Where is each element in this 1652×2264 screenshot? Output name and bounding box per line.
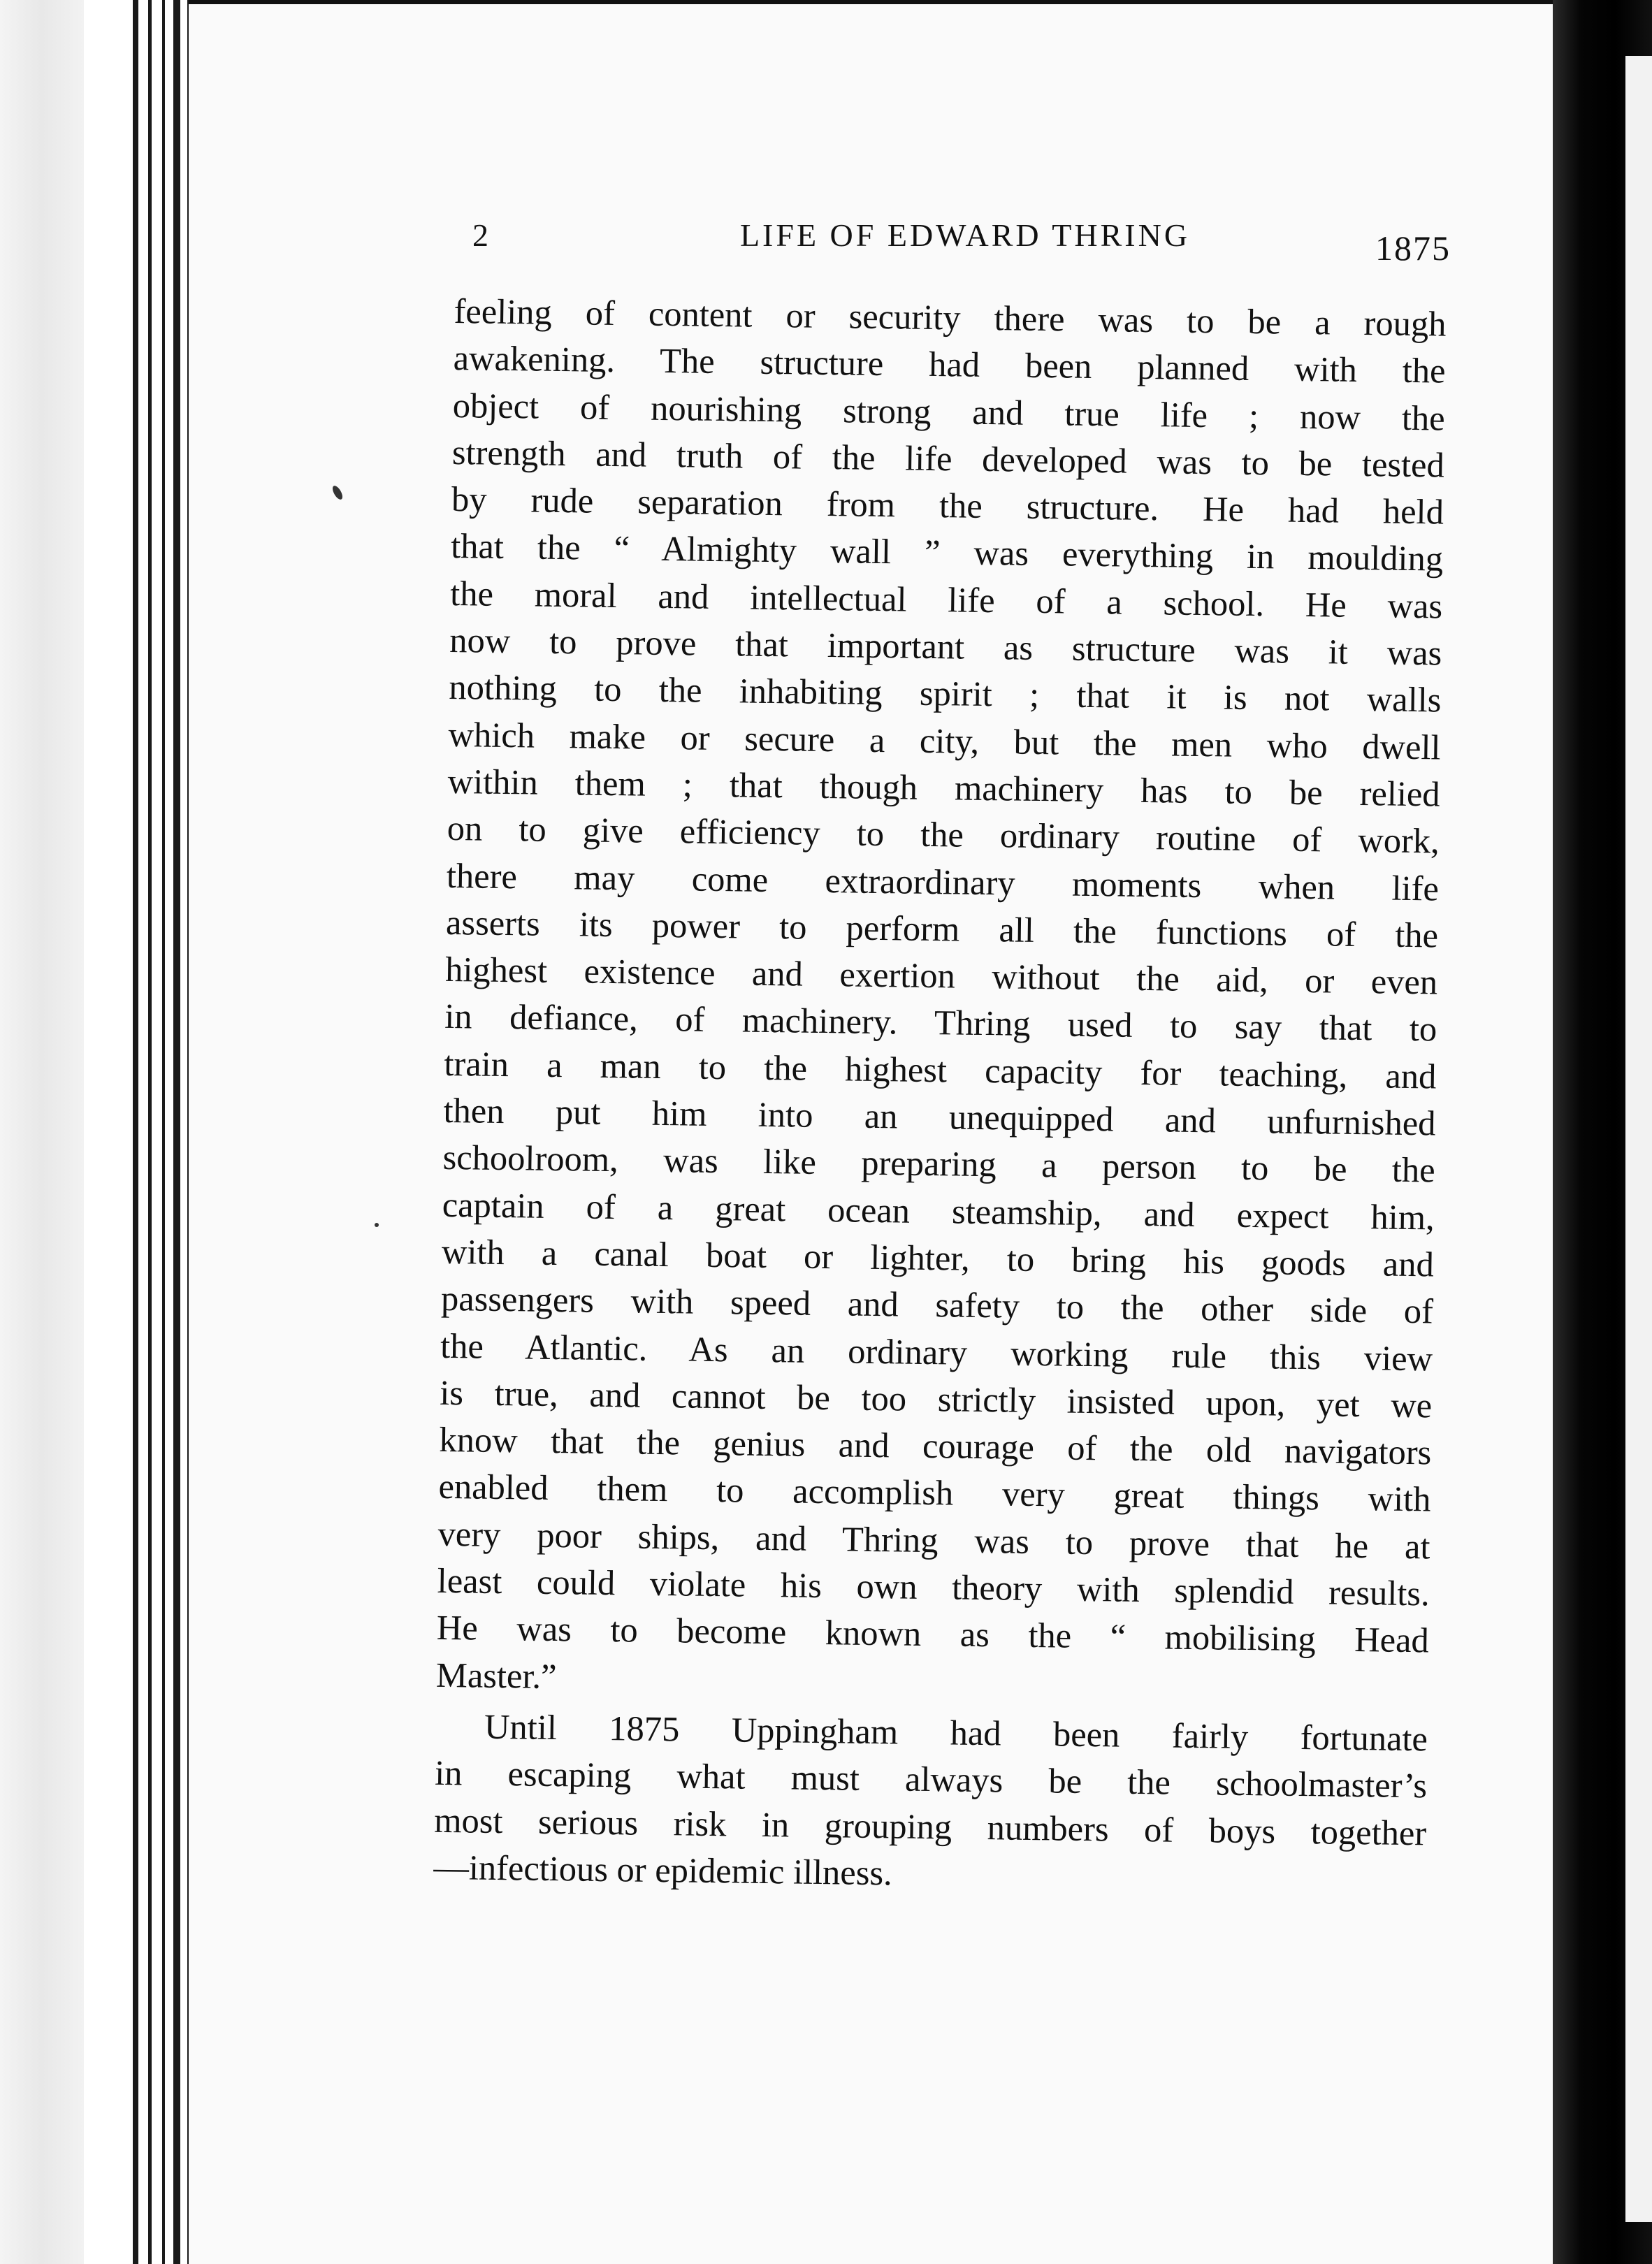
paragraph-1 [436,288,1447,1711]
text-line: the Atlantic. As an ordinary working rule this view [440,1326,1433,1378]
text-line: that the “ Almighty wall ” was everything in moulding [450,526,1444,579]
text-line: know that the genius and courage of the old navigators [439,1419,1432,1472]
running-year: 1875 [1375,228,1451,268]
text-line: train a man to the highest capacity for teaching, and [444,1043,1437,1096]
page-edge-line [133,0,138,2264]
text-line: He was to become known as the “ mobilising Head [436,1608,1430,1660]
text-line: now to prove that important as structure was it was [449,621,1442,673]
next-page-sliver [1625,56,1652,2222]
left-gutter [0,0,84,2264]
text-line: within them ; that though machinery has to be relied [447,761,1441,814]
page-edge-line [173,0,180,2264]
text-line: feeling of content or security there was to be a rough [454,291,1447,344]
text-line: asserts its power to perform all the functions of the [445,902,1439,955]
text-line: least could violate his own theory with splendid results. [437,1560,1430,1613]
text-line: Until 1875 Uppingham had been fairly fortunate [484,1706,1428,1759]
text-line: with a canal boat or lighter, to bring his goods and [441,1231,1435,1284]
text-line: then put him into an unequipped and unfurnished [443,1090,1436,1143]
text-line: enabled them to accomplish very great things with [438,1467,1431,1519]
text-line: passengers with speed and safety to the other side of [440,1279,1434,1331]
text-line: which make or secure a city, but the men who dwell [448,714,1441,767]
text-line: is true, and cannot be too strictly insisted upon, yet we [439,1372,1433,1425]
right-binding-shadow [1553,0,1652,2264]
page-edge-line [162,0,165,2264]
text-line: very poor ships, and Thring was to prove that he at [437,1514,1430,1567]
text-line: highest existence and exertion without the aid, or even [444,950,1438,1002]
text-line: in defiance, of machinery. Thring used to say that to [444,996,1437,1049]
text-line: captain of a great ocean steamship, and expect him, [442,1184,1435,1238]
text-line: on to give efficiency to the ordinary routine of work, [447,808,1440,861]
text-line: nothing to the inhabiting spirit ; that it is not walls [449,667,1442,720]
page-edge-line [148,0,152,2264]
text-line: Master.” [435,1655,557,1696]
page-number: 2 [472,217,488,253]
running-head [472,211,1458,267]
text-line: object of nourishing strong and true life ; now the [452,385,1446,438]
paragraph-2 [433,1703,1428,1904]
text-line: there may come extraordinary moments when life [446,855,1440,908]
text-line: by rude separation from the structure. He had held [451,479,1444,532]
text-line: strength and truth of the life developed was to be tested [451,432,1445,485]
text-line: —infectious or epidemic illness. [433,1847,893,1893]
running-title: LIFE OF EDWARD THRING [739,217,1191,253]
scan-speck [375,1223,379,1227]
text-line: in escaping what must always be the schoolmaster’s [434,1753,1428,1806]
page-edge-lines [84,0,196,2264]
text-line: schoolroom, was like preparing a person to be the [442,1138,1435,1190]
text-line: the moral and intellectual life of a school. He was [449,573,1443,626]
text-line: awakening. The structure had been planned with the [453,338,1446,391]
text-line: most serious risk in grouping numbers of boys together [433,1800,1427,1852]
body-text [433,288,1447,1903]
